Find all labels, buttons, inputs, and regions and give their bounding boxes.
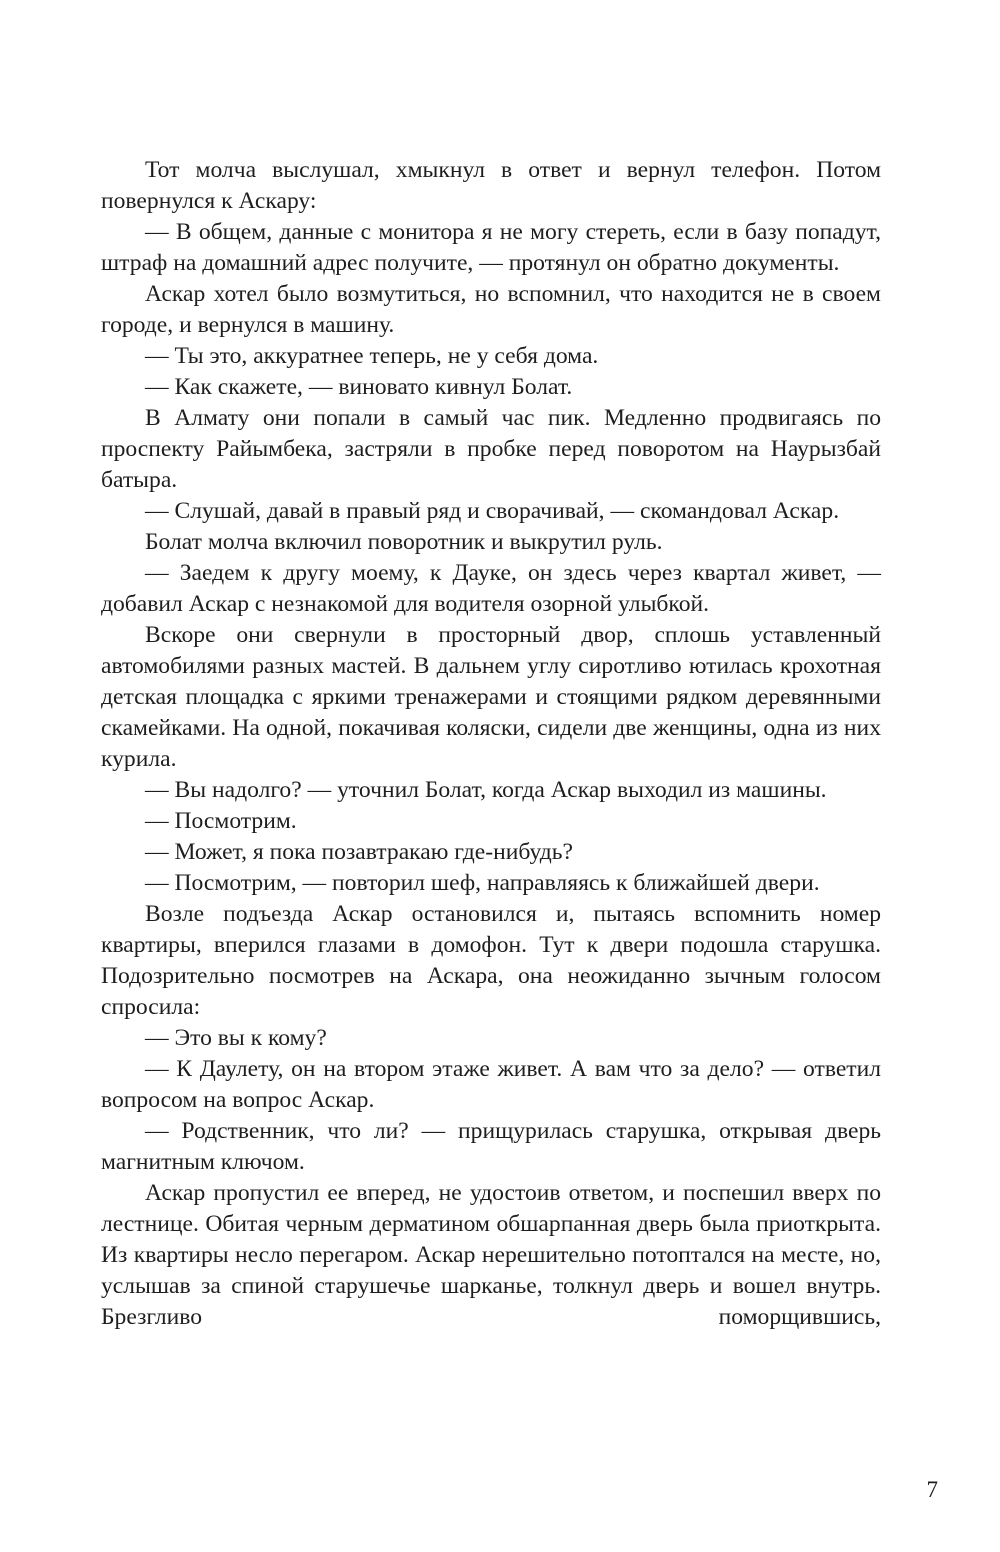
paragraph: — Родственник, что ли? — прищурилась старушка, открывая дверь магнитным ключом. [101, 1118, 881, 1175]
paragraph: В Алмату они попали в самый час пик. Медленно продвигаясь по проспекту Райымбека, застряли в пробке перед поворотом на Наурызбай батыра. [101, 405, 881, 493]
paragraph: Аскар хотел было возмутиться, но вспомнил, что находится не в своем городе, и вернулся в машину. [101, 281, 881, 338]
paragraph: — Вы надолго? — уточнил Болат, когда Аскар выходил из машины. [145, 777, 827, 803]
paragraph: — В общем, данные с монитора я не могу стереть, если в базу попадут, штраф на домашний адрес получите, — протянул он обратно документы. [101, 219, 881, 276]
paragraph: — Слушай, давай в правый ряд и сворачивай, — скомандовал Аскар. [145, 498, 840, 524]
paragraph: — Как скажете, — виновато кивнул Болат. [145, 374, 573, 400]
paragraph: — Это вы к кому? [145, 1025, 327, 1051]
text-body [101, 155, 881, 1333]
paragraph: Болат молча включил поворотник и выкрутил руль. [145, 529, 663, 555]
paragraph: Тот молча выслушал, хмыкнул в ответ и вернул телефон. Потом повернулся к Аскару: [101, 157, 881, 214]
paragraph: Возле подъезда Аскар остановился и, пытаясь вспомнить номер квартиры, вперился глазами в домофон. Тут к двери подошла старушка. Подозрительно посмотрев на Аскара, она неожиданно зычным голосом спросила: [101, 901, 881, 1020]
paragraph: Вскоре они свернули в просторный двор, сплошь уставленный автомобилями разных мастей. В дальнем углу сиротливо ютилась крохотная детская площадка с яркими тренажерами и стоящими рядком деревянными скамейками. На одной, покачивая коляски, сидели две женщины, одна из них курила. [101, 622, 881, 772]
paragraph: — К Даулету, он на втором этаже живет. А вам что за дело? — ответил вопросом на вопрос Аскар. [101, 1056, 881, 1113]
page-number: 7 [926, 1477, 938, 1502]
paragraph: — Заедем к другу моему, к Дауке, он здесь через квартал живет, — добавил Аскар с незнакомой для водителя озорной улыбкой. [101, 560, 881, 617]
paragraph: — Ты это, аккуратнее теперь, не у себя дома. [145, 343, 599, 369]
paragraph: — Посмотрим, — повторил шеф, направляясь к ближайшей двери. [145, 870, 820, 896]
paragraph: Аскар пропустил ее вперед, не удостоив ответом, и поспешил вверх по лестнице. Обитая черным дерматином обшарпанная дверь была приоткрыта. Из квартиры несло перегаром. Аскар нерешительно потоптался на месте, но, услышав за спиной старушечье шарканье, толкнул дверь и вошел внутрь. Брезгливо поморщившись, [101, 1180, 881, 1330]
paragraph: — Может, я пока позавтракаю где-нибудь? [145, 839, 574, 865]
paragraph: — Посмотрим. [145, 808, 297, 834]
